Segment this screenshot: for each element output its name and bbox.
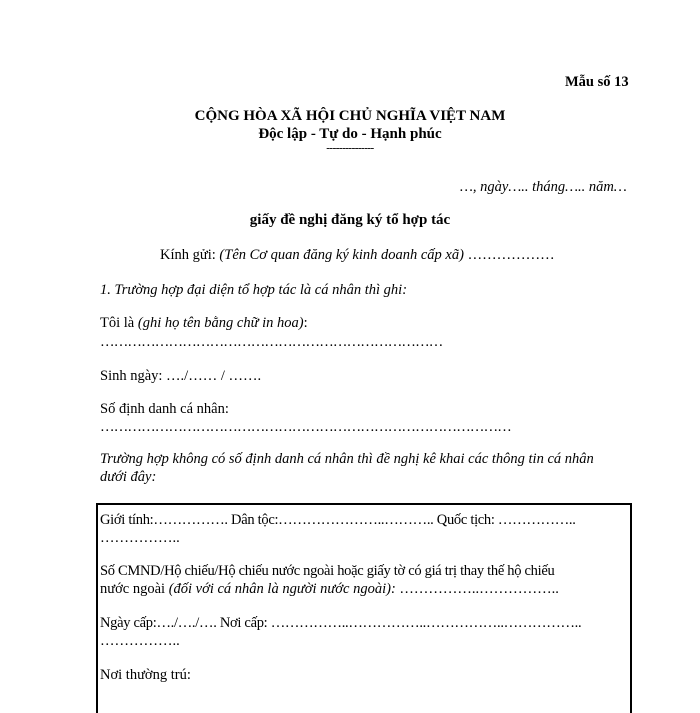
header-separator: --------------- — [326, 142, 374, 154]
name-line — [100, 315, 308, 332]
issue-date-place-line: Ngày cấp:…./…./…. Nơi cấp: ……………..……………..……………..…………….. — [100, 615, 582, 631]
name-colon: : — [303, 315, 308, 331]
name-label: Tôi là — [100, 315, 135, 331]
name-dots: ………………………………………………………………… — [100, 334, 443, 350]
form-number: Mẫu số 13 — [565, 74, 629, 90]
name-hint: (ghi họ tên bằng chữ in hoa) — [137, 315, 304, 331]
personal-id-dots: ……………………………………………………………………………… — [100, 419, 512, 435]
permanent-residence-label: Nơi thường trú: — [100, 667, 191, 683]
recipient-label: Kính gửi: — [160, 247, 216, 263]
passport-line-2 — [100, 581, 559, 598]
date-line: …, ngày….. tháng….. năm… — [460, 179, 627, 195]
birth-date-line: Sinh ngày: …./…… / ……. — [100, 368, 262, 384]
motto: Độc lập - Tự do - Hạnh phúc — [258, 126, 442, 142]
recipient-dots: ……………… — [467, 247, 555, 263]
passport-line-1: Số CMND/Hộ chiếu/Hộ chiếu nước ngoài hoặc giấy tờ có giá trị thay thế hộ chiếu — [100, 563, 555, 579]
recipient-line — [160, 247, 555, 264]
passport-prefix: nước ngoài — [100, 581, 166, 597]
section-1-heading: 1. Trường hợp đại diện tổ hợp tác là cá nhân thì ghi: — [100, 282, 408, 298]
personal-id-label: Số định danh cá nhân: — [100, 401, 229, 417]
note-line-1: Trường hợp không có số định danh cá nhân thì đề nghị kê khai các thông tin cá nhân — [100, 451, 594, 467]
gender-line-continuation: …………….. — [100, 530, 180, 546]
document-title: giấy đề nghị đăng ký tổ hợp tác — [249, 212, 451, 228]
passport-dots: ……………..…………….. — [399, 581, 559, 597]
issue-line-continuation: …………….. — [100, 633, 180, 649]
gender-ethnicity-nationality-line: Giới tính:……………. Dân tộc:…………………..……….. Quốc tịch: …………….. — [100, 512, 576, 528]
note-line-2: dưới đây: — [100, 469, 157, 485]
passport-hint: (đối với cá nhân là người nước ngoài): — [168, 581, 396, 597]
country-heading: CỘNG HÒA XÃ HỘI CHỦ NGHĨA VIỆT NAM — [194, 108, 506, 124]
recipient-value: (Tên Cơ quan đăng ký kinh doanh cấp xã) — [219, 247, 464, 263]
